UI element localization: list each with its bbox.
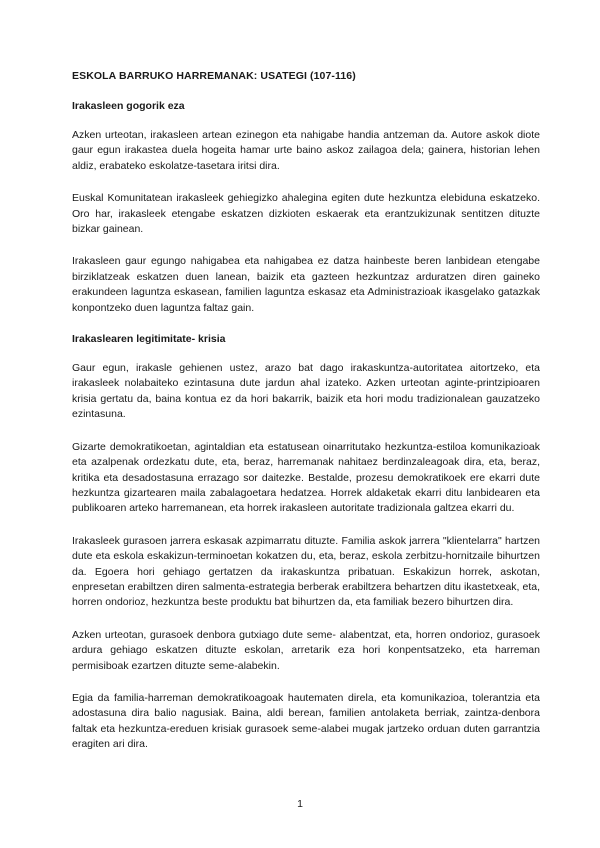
paragraph: Gizarte demokratikoetan, agintaldian eta estatusean oinarritutako hezkuntza-estiloa komunikazioak eta azalpenak ordezkatu dute, eta, beraz, harremanak nahitaez berdinzaleagoak dira, eta, beraz, kritika eta desadostasuna errazago sor daitezke. Bestalde, prozesu demokratikoek ere ekarri dute hezkuntza gizartearen maila zabalagoetara hedatzea. Horrek aldaketak ekarri ditu lanbidearen eta publikoaren arteko harremanean, eta horrek irakasleen autoritate tradizionala galtzea ekarri du. <box>72 440 540 515</box>
paragraph: Egia da familia-harreman demokratikoagoak hautematen direla, eta komunikazioa, tolerantzia eta adostasuna dira balio nagusiak. Baina, aldi berean, familien antolaketa berriak, zaintza-denbora faltak eta hezkuntza-ereduen krisiak gurasoek seme-alabei mugak jartzeko orduan duten garrantzia eragiten ari dira. <box>72 691 540 751</box>
paragraph: Irakasleek gurasoen jarrera eskasak azpimarratu dituzte. Familia askok jarrera "klientelarra" hartzen dute eta eskola eskakizun-terminoetan kokatzen du, eta, beraz, eskola zerbitzu-hornitzaile bihurtzen da. Egoera hori gehiago gertatzen da irakaskuntza pribatuan. Eskakizun horrek, askotan, enpresetan erabiltzen diren salmenta-estrategia berberak erabiltzera behartzen ditu ikastetxeak, eta, horren ondorioz, hezkuntza beste produktu bat bihurtzen da, eta familiak bezero bihurtzen dira. <box>72 534 540 609</box>
section-heading: Irakasleen gogorik eza <box>72 100 185 112</box>
paragraph: Irakasleen gaur egungo nahigabea eta nahigabea ez datza hainbeste beren lanbidean etengabe birziklatzeak eskatzen duen lanean, baizik eta gazteen hezkuntzaz arduratzen diren gaineko erakundeen laguntza eskasean, familien laguntza eskasaz eta Administrazioak ikasgelako gatazkak konpontzeko duen laguntza faltaz gain. <box>72 255 540 314</box>
paragraph: Euskal Komunitatean irakasleek gehiegizko ahalegina egiten dute hezkuntza elebiduna eskatzeko. Oro har, irakasleek etengabe eskatzen dizkioten eskaerak eta erantzukizunak sentitzen dituzte bizkar gainean. <box>72 192 540 236</box>
paragraph: Gaur egun, irakasle gehienen ustez, arazo bat dago irakaskuntza-autoritatea aitortzeko, eta irakasleek nolabaiteko ezintasuna dute jardun ahal izateko. Azken urteotan aginte-printzipioaren krisia gertatu da, baina kontua ez da hori bakarrik, baizik eta hori modu tradizionalean gauzatzeko ezintasuna. <box>72 362 540 421</box>
document-title: ESKOLA BARRUKO HARREMANAK: USATEGI (107-116) <box>72 70 356 82</box>
page-number: 1 <box>297 798 303 810</box>
document-page <box>72 70 540 770</box>
paragraph: Azken urteotan, irakasleen artean ezinegon eta nahigabe handia antzeman da. Autore askok diote gaur egun irakastea duela hogeita hamar urte baino askoz zailagoa dela; gainera, historian lehen aldiz, erabateko eskolatze-tasetara iritsi dira. <box>72 129 540 172</box>
section-heading: Irakaslearen legitimitate- krisia <box>72 333 226 346</box>
paragraph: Azken urteotan, gurasoek denbora gutxiago dute seme- alabentzat, eta, horren ondorioz, gurasoek ardura gehiago eskatzen dituzte eskolan, arretarik eza hori konpentsatzeko, eta harreman permisiboak ezartzen dituzte seme-alabekin. <box>72 628 540 672</box>
